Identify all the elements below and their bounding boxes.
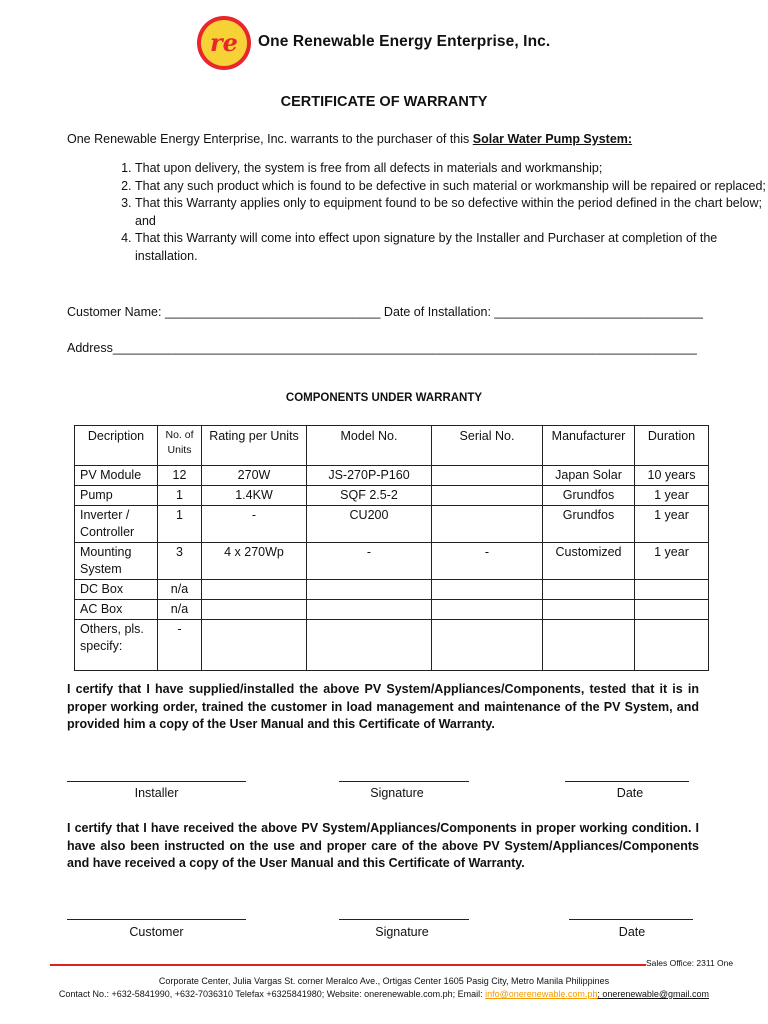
- address-field[interactable]: Address____________________________________________________________________________________: [67, 341, 697, 355]
- date-label: Date: [618, 925, 646, 939]
- table-row: Others, pls. specify: -: [75, 620, 709, 671]
- intro-text: One Renewable Energy Enterprise, Inc. warrants to the purchaser of this Solar Water Pump System:: [67, 132, 633, 146]
- signature-label: Signature: [370, 786, 424, 800]
- footer-contact: Contact No.: +632-5841990, +632-7036310 Telefax +6325841980; Website: onerenewable.com.ph; Email: info@onerenewable.com.ph; onerenewable@gmail.com: [58, 989, 710, 999]
- company-name: One Renewable Energy Enterprise, Inc.: [258, 33, 551, 50]
- footer-divider: [50, 964, 646, 966]
- customer-name-field[interactable]: Customer Name: _______________________________ Date of Installation: ______________________________: [67, 305, 703, 319]
- product-name: Solar Water Pump System:: [472, 132, 633, 146]
- col-manufacturer: Manufacturer: [543, 426, 635, 466]
- term-item: 1. That upon delivery, the system is free from all defects in materials and workmanship;: [135, 160, 768, 178]
- components-table: [74, 425, 709, 671]
- warranty-terms: [67, 160, 768, 265]
- table-row: Pump 1 1.4KW SQF 2.5-2 Grundfos 1 year: [75, 486, 709, 506]
- term-item: 3. That this Warranty applies only to equipment found to be so defective within the period defined in the chart below; and: [135, 195, 768, 230]
- footer-address: Corporate Center, Julia Vargas St. corner Meralco Ave., Ortigas Center 1605 Pasig City, Metro Manila Philippines: [158, 976, 610, 986]
- customer-signature-line-2[interactable]: [339, 919, 469, 920]
- email-link[interactable]: info@onerenewable.com.ph: [485, 989, 598, 999]
- col-rating: Rating per Units: [202, 426, 307, 466]
- term-item: 2. That any such product which is found to be defective in such material or workmanship will be repaired or replaced;: [135, 178, 768, 196]
- table-row: Inverter / Controller 1 - CU200 Grundfos 1 year: [75, 506, 709, 543]
- term-item: 4. That this Warranty will come into effect upon signature by the Installer and Purchaser at completion of the installation.: [135, 230, 768, 265]
- col-description: Decription: [75, 426, 158, 466]
- table-row: Mounting System 3 4 x 270Wp - - Customized 1 year: [75, 543, 709, 580]
- customer-date-line[interactable]: [569, 919, 693, 920]
- components-heading: COMPONENTS UNDER WARRANTY: [285, 392, 483, 404]
- col-model: Model No.: [307, 426, 432, 466]
- col-units: No. of Units: [158, 426, 202, 466]
- customer-label: Customer: [129, 925, 184, 939]
- document-title: CERTIFICATE OF WARRANTY: [280, 94, 488, 110]
- logo-text: re: [210, 28, 238, 57]
- sales-office: Sales Office: 2311 One: [646, 958, 734, 968]
- email-link-2[interactable]: ; onerenewable@gmail.com: [597, 989, 710, 999]
- installer-signature-line[interactable]: [67, 781, 246, 782]
- table-row: DC Box n/a: [75, 580, 709, 600]
- table-row: AC Box n/a: [75, 600, 709, 620]
- table-header-row: [75, 426, 709, 466]
- installer-certification: I certify that I have supplied/installed the above PV System/Appliances/Components, tested that it is in proper working order, trained the customer in load management and maintenance of the PV System, and provided him a copy of the User Manual and this Certificate of Warranty.: [67, 682, 699, 731]
- signature-label: Signature: [375, 925, 429, 939]
- customer-signature-line[interactable]: [67, 919, 246, 920]
- table-row: PV Module 12 270W JS-270P-P160 Japan Solar 10 years: [75, 466, 709, 486]
- company-logo: [196, 15, 252, 71]
- installer-signature-line-2[interactable]: [339, 781, 469, 782]
- col-duration: Duration: [635, 426, 709, 466]
- installer-date-line[interactable]: [565, 781, 689, 782]
- installer-label: Installer: [134, 786, 179, 800]
- date-label: Date: [616, 786, 644, 800]
- customer-certification: I certify that I have received the above PV System/Appliances/Components in proper working condition. I have also been instructed on the use and proper care of the above PV System/Appliances/Components and have received a copy of the User Manual and this Certificate of Warranty.: [67, 821, 699, 870]
- col-serial: Serial No.: [432, 426, 543, 466]
